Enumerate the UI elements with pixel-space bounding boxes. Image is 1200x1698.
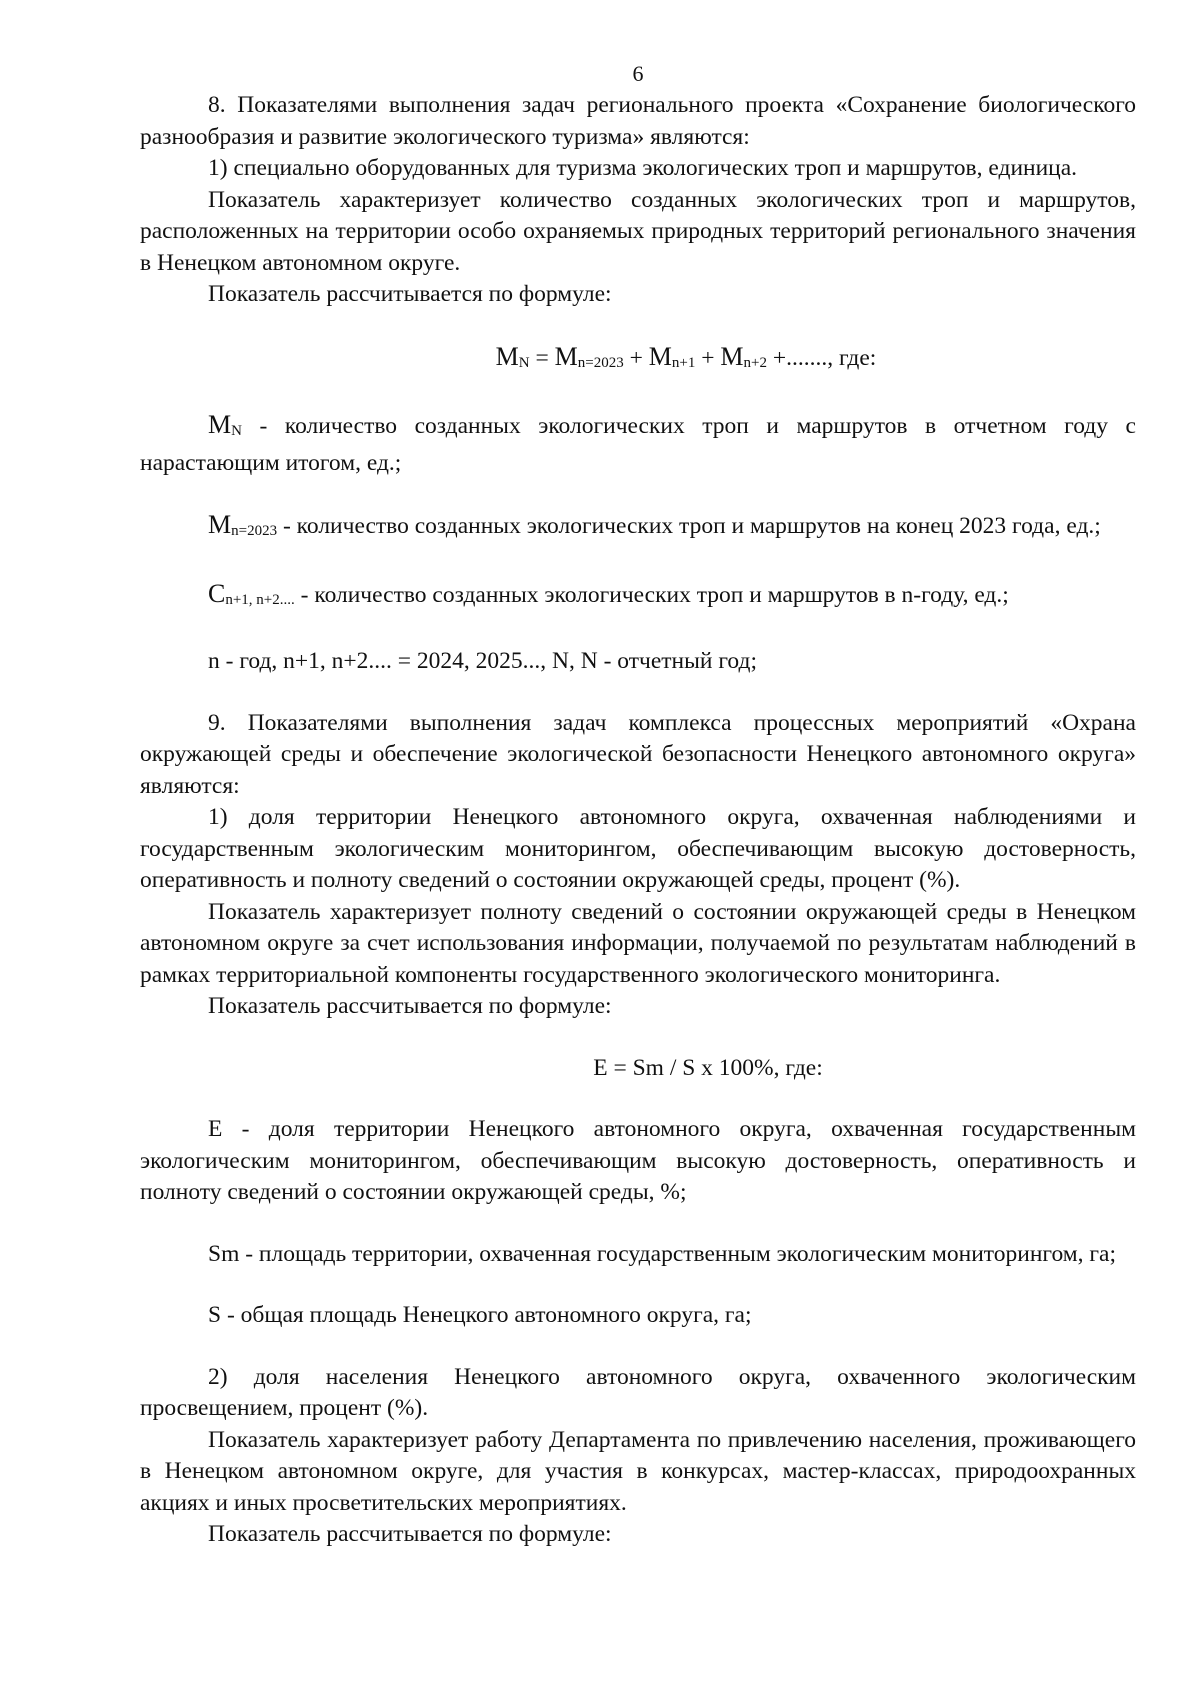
section-8-indicator-description: Показатель характеризует количество созданных экологических троп и маршрутов, расположенных на территории особо охраняемых природных территорий регионального значения в Ненецком автономном округе. xyxy=(140,186,1136,276)
definition-s: S - общая площадь Ненецкого автономного округа, га; xyxy=(208,1302,752,1328)
section-9-indicator-description-2: Показатель характеризует работу Департамента по привлечению населения, проживающего в Ненецком автономном округе, для участия в конкурсах, мастер-классах, природоохранных акциях и иных просветительских мероприятиях. xyxy=(140,1426,1136,1516)
formula-monitoring: E = Sm / S x 100%, где: xyxy=(593,1054,823,1081)
definition-e: E - доля территории Ненецкого автономного округа, охваченная государственным экологическим мониторингом, обеспечивающим высокую достоверность, оперативность и полноту сведений о состоянии окружающей среды, %; xyxy=(140,1116,1136,1205)
section-8-item-1: 1) специально оборудованных для туризма экологических троп и маршрутов, единица. xyxy=(208,155,1078,181)
document-page xyxy=(140,60,1136,1551)
section-9-item-1: 1) доля территории Ненецкого автономного округа, охваченная наблюдениями и государственным экологическим мониторингом, обеспечивающим высокую достоверность, оперативность и полноту сведений о состоянии окружающей среды, процент (%). xyxy=(140,804,1136,893)
section-9-indicator-description: Показатель характеризует полноту сведений о состоянии окружающей среды в Ненецком автономном округе за счет использования информации, получаемой по результатам наблюдений в рамках территориальной компоненты государственного экологического мониторинга. xyxy=(140,898,1136,988)
page-number: 6 xyxy=(632,61,644,86)
section-9-intro: 9. Показателями выполнения задач комплекса процессных мероприятий «Охрана окружающей среды и обеспечение экологической безопасности Ненецкого автономного округа» являются: xyxy=(140,709,1136,799)
section-8-intro: 8. Показателями выполнения задач регионального проекта «Сохранение биологического разнообразия и развитие экологического туризма» являются: xyxy=(140,92,1136,150)
section-9-formula-intro-2: Показатель рассчитывается по формуле: xyxy=(208,1521,612,1547)
definition-c: Cn+1, n+2.... - количество созданных экологических троп и маршрутов в n-году, ед.; xyxy=(208,578,1009,608)
definition-m2023: Mn=2023 - количество созданных экологических троп и маршрутов на конец 2023 года, ед.; xyxy=(208,510,1101,539)
formula-trails: MN = Mn=2023 + Mn+1 + Mn+2 +......., где: xyxy=(495,341,877,371)
definition-sm: Sm - площадь территории, охваченная государственным экологическим мониторингом, га; xyxy=(208,1240,1116,1267)
definition-n: n - год, n+1, n+2.... = 2024, 2025..., N, N - отчетный год; xyxy=(208,648,757,674)
section-9-item-2: 2) доля населения Ненецкого автономного округа, охваченного экологическим просвещением, процент (%). xyxy=(140,1363,1136,1421)
section-8-formula-intro: Показатель рассчитывается по формуле: xyxy=(208,281,612,307)
definition-mn: MN - количество созданных экологических троп и маршрутов в отчетном году с нарастающим итогом, ед.; xyxy=(140,410,1136,476)
section-9-formula-intro: Показатель рассчитывается по формуле: xyxy=(208,993,612,1019)
